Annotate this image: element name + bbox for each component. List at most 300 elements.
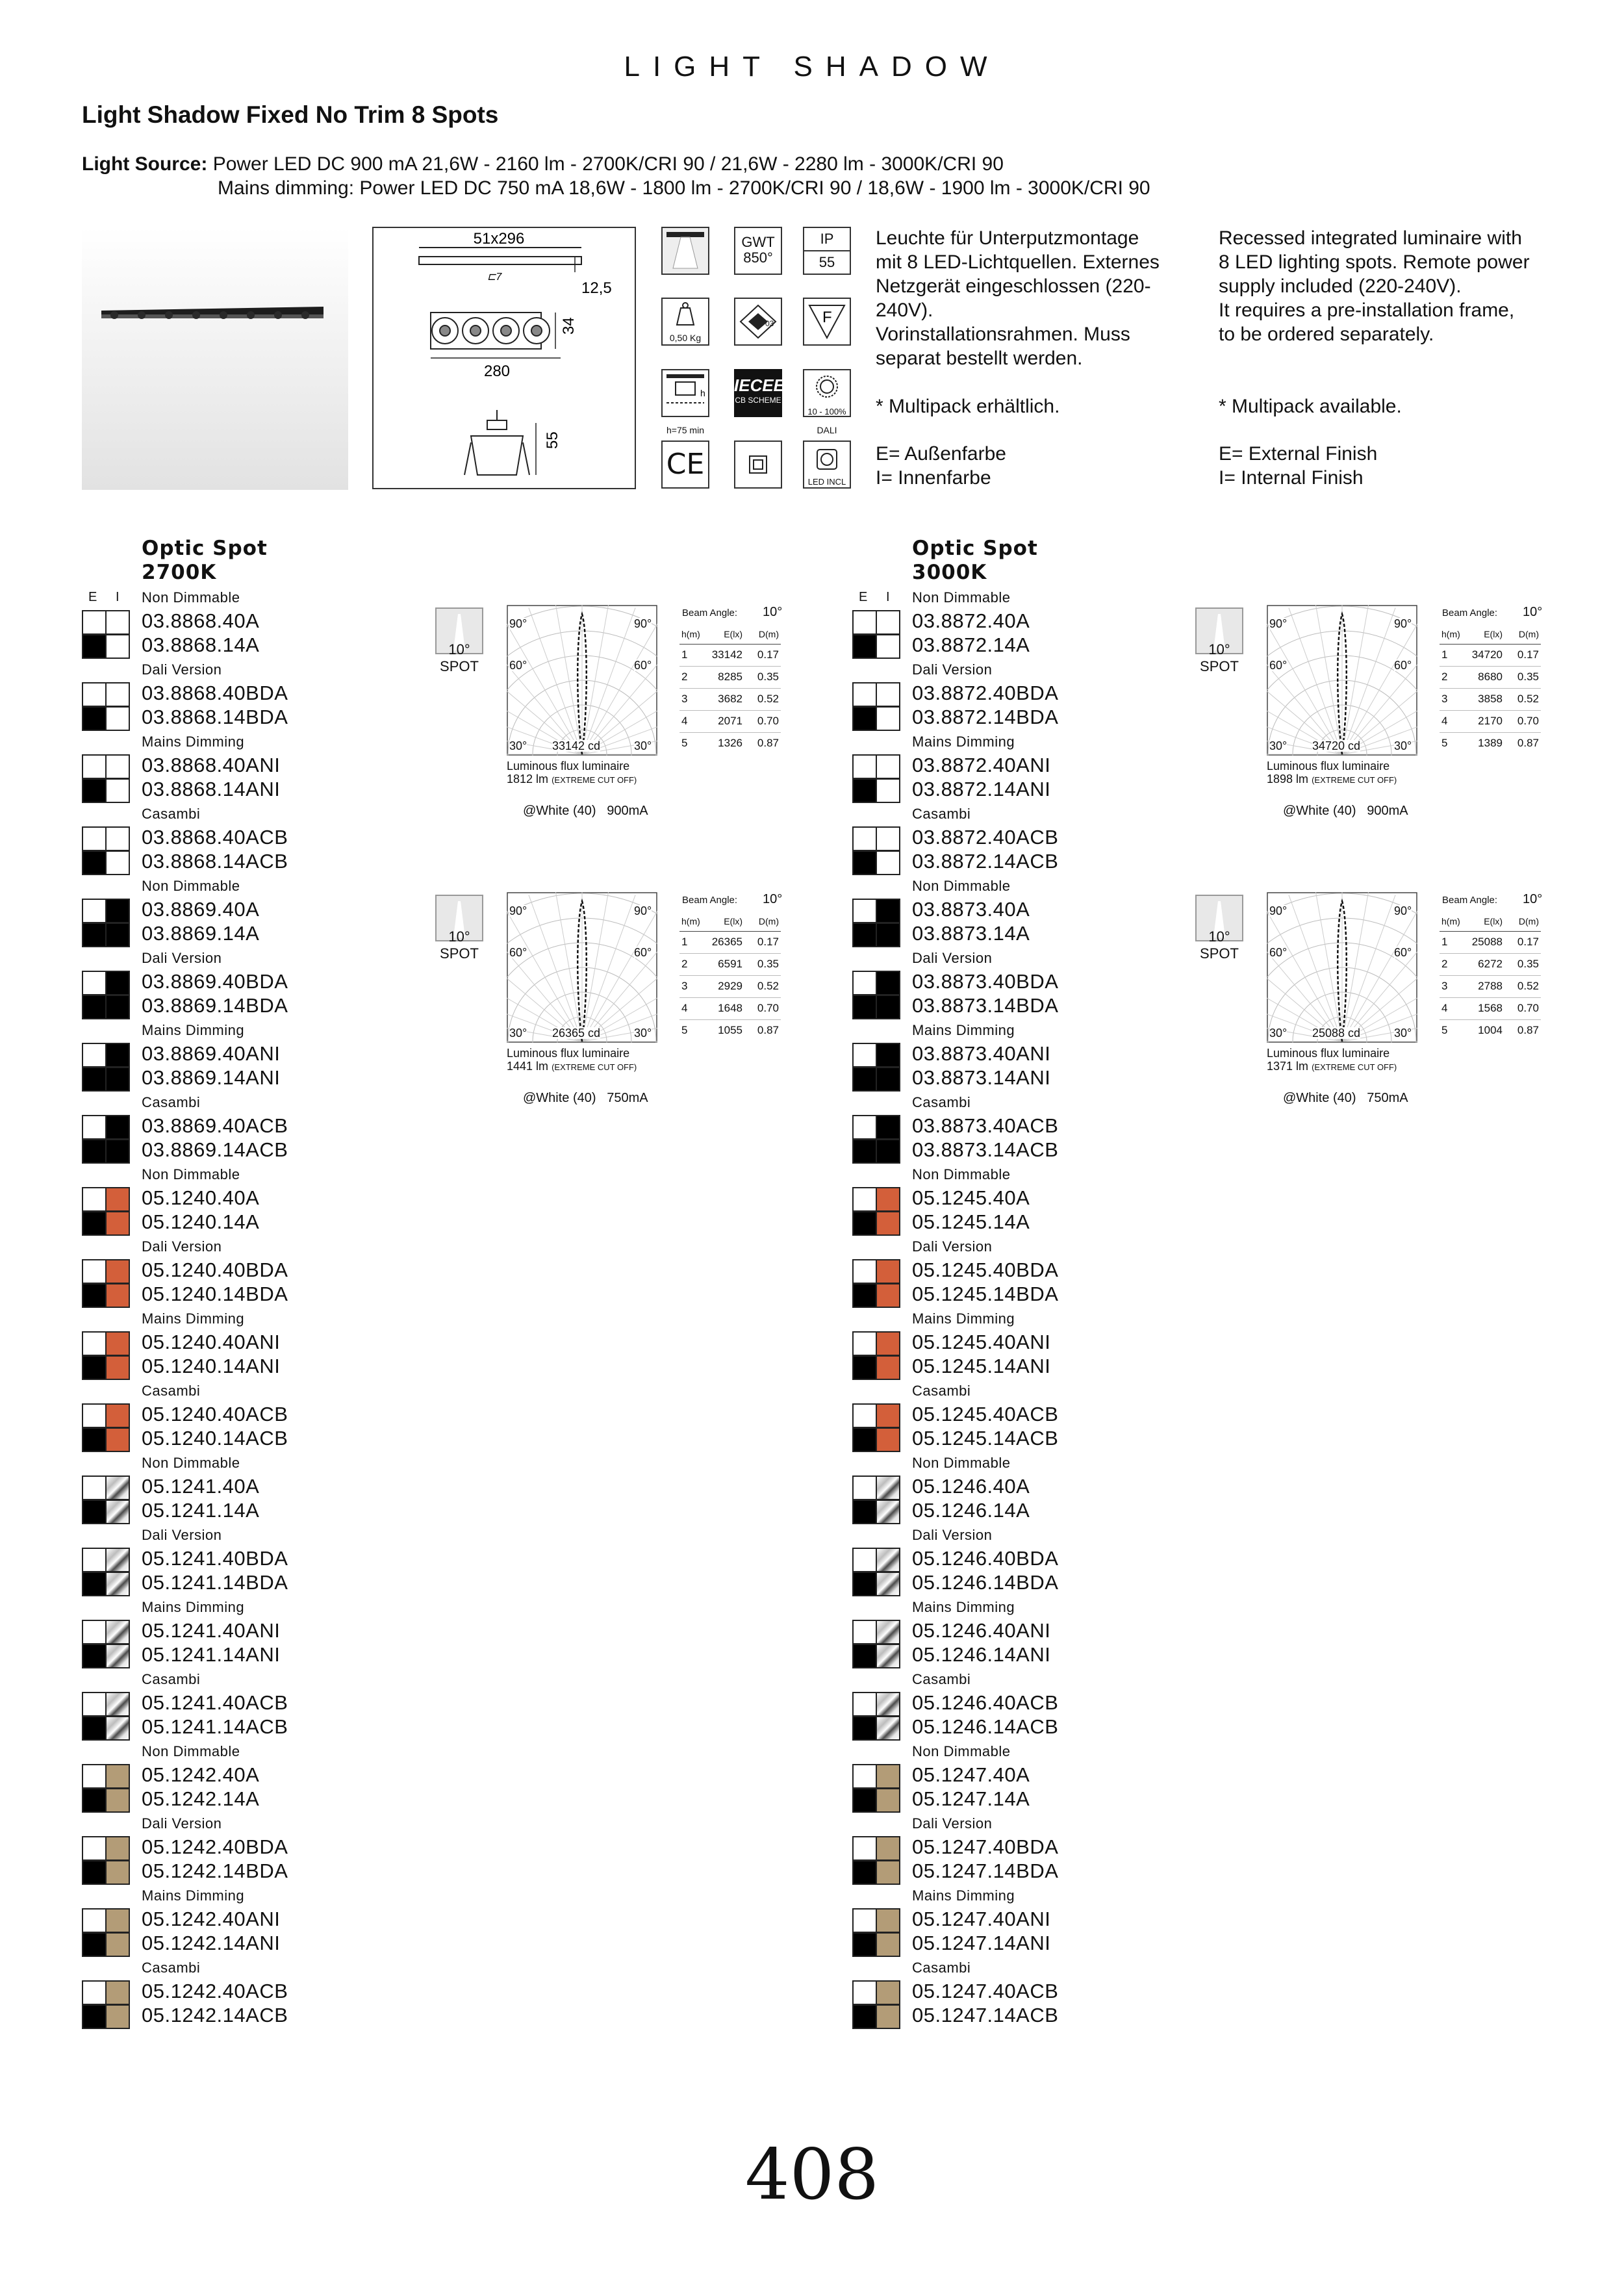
- description-de: Leuchte für Unterputzmontage mit 8 LED-Lichtquellen. Externes Netzgerät eingeschlossen (220- 240V). Vorinstallationsrahmen. Muss separat bestellt werden.: [876, 227, 1160, 369]
- product-code: 03.8873.14BDA: [912, 994, 1059, 1017]
- table-cell: 2: [1440, 666, 1468, 688]
- table-cell: 1004: [1478, 1024, 1503, 1037]
- table-cell: 0.52: [744, 975, 781, 997]
- gwt-value: 850°: [743, 249, 773, 266]
- product-code: 05.1240.40BDA: [142, 1258, 288, 1281]
- product-code: 05.1245.40ANI: [912, 1331, 1051, 1353]
- swatch-internal: [82, 995, 107, 1019]
- product-code: 05.1247.40BDA: [912, 1835, 1059, 1858]
- product-code: 05.1242.14BDA: [142, 1859, 288, 1882]
- angle-60-left: 60°: [509, 659, 527, 672]
- swatch-internal: [82, 1187, 107, 1212]
- table-row: [679, 997, 781, 1019]
- table-header-d: D(m): [1504, 624, 1541, 644]
- table-row: [679, 931, 781, 953]
- table-cell: 2071: [708, 710, 744, 732]
- product-code: 03.8868.40ACB: [142, 826, 288, 849]
- swatch-internal: [852, 1548, 877, 1572]
- dimming-icon: [803, 369, 851, 417]
- product-code: 03.8868.14A: [142, 633, 260, 656]
- product-code: 03.8869.14A: [142, 922, 260, 945]
- version-label: Non Dimmable: [142, 589, 240, 606]
- illuminance-table: [1440, 912, 1541, 1041]
- page-number: 408: [744, 2134, 880, 2216]
- product-code: 05.1245.40ACB: [912, 1403, 1059, 1425]
- table-header-e: E(lx): [708, 912, 744, 931]
- version-label: Dali Version: [912, 950, 993, 966]
- swatch-external: [876, 1139, 900, 1164]
- swatch-internal: [852, 754, 877, 779]
- swatch-external: [105, 1644, 130, 1668]
- product-code: 03.8869.40BDA: [142, 970, 288, 993]
- iecee-icon: [734, 369, 785, 417]
- spot-type-label: SPOT: [440, 658, 479, 674]
- table-cell: 6591: [708, 953, 744, 975]
- table-cell: 2: [1440, 953, 1468, 975]
- swatch-internal: [852, 1620, 877, 1644]
- brand-title: LIGHT SHADOW: [624, 51, 1000, 83]
- flux-value-line: [1267, 773, 1397, 787]
- version-label: Non Dimmable: [912, 1166, 1011, 1182]
- table-cell: 5: [1441, 1024, 1448, 1037]
- swatch-internal: [852, 1788, 877, 1813]
- version-label: Casambi: [912, 1671, 971, 1687]
- swatch-internal: [852, 1908, 877, 1933]
- table-row: [1440, 931, 1541, 953]
- version-label: Dali Version: [142, 1815, 222, 1832]
- swatch-external: [105, 1980, 130, 2005]
- swatch-external: [876, 754, 900, 779]
- swatch-internal: [852, 1836, 877, 1861]
- product-code: 03.8872.14ACB: [912, 850, 1059, 873]
- swatch-internal: [82, 1980, 107, 2005]
- swatch-internal: [852, 1476, 877, 1500]
- table-cell: 3: [1440, 688, 1468, 710]
- swatch-internal: [852, 850, 877, 875]
- version-label: Non Dimmable: [142, 878, 240, 894]
- angle-90-right: 90°: [634, 904, 652, 917]
- version-label: Mains Dimming: [142, 1599, 245, 1615]
- product-code: 03.8873.40BDA: [912, 970, 1059, 993]
- angle-30-right: 30°: [634, 739, 652, 752]
- swatch-external: [105, 1932, 130, 1957]
- flux-label: Luminous flux luminaire: [1267, 760, 1390, 773]
- swatch-external: [876, 1187, 900, 1212]
- swatch-internal: [852, 1764, 877, 1789]
- table-cell: 0.35: [1504, 953, 1541, 975]
- product-code: 05.1242.40ACB: [142, 1980, 288, 2002]
- product-code: 03.8873.14A: [912, 922, 1030, 945]
- flux-value-line: [1267, 1060, 1397, 1074]
- swatch-external: [105, 1043, 130, 1067]
- spot-type-label: SPOT: [1200, 945, 1239, 962]
- swatch-internal: [852, 1692, 877, 1717]
- product-code: 05.1247.40A: [912, 1763, 1030, 1786]
- product-code: 05.1246.14ANI: [912, 1643, 1051, 1666]
- table-cell: 3: [679, 975, 708, 997]
- swatch-internal: [852, 1572, 877, 1596]
- version-label: Mains Dimming: [912, 1599, 1015, 1615]
- swatch-internal: [852, 2004, 877, 2029]
- ce-icon: [661, 441, 709, 489]
- swatch-internal: [82, 1067, 107, 1092]
- table-cell: 5: [1441, 737, 1448, 750]
- product-code: 05.1246.14ACB: [912, 1715, 1059, 1738]
- swatch-internal: [852, 1980, 877, 2005]
- swatch-external: [876, 1980, 900, 2005]
- product-code: 05.1242.14ANI: [142, 1932, 281, 1954]
- version-label: Non Dimmable: [912, 1743, 1011, 1759]
- product-code: 05.1240.40ANI: [142, 1331, 281, 1353]
- table-cell: 0.87: [1517, 737, 1539, 750]
- product-code: 05.1242.14ACB: [142, 2004, 288, 2026]
- swatch-internal: [82, 1692, 107, 1717]
- swatch-external: [105, 1187, 130, 1212]
- table-row: [1440, 732, 1541, 754]
- cutoff-note: (EXTREME CUT OFF): [552, 775, 637, 785]
- product-code: 03.8872.14BDA: [912, 706, 1059, 728]
- product-code: 05.1245.40A: [912, 1186, 1030, 1209]
- swatch-external: [876, 1476, 900, 1500]
- swatch-external: [876, 1836, 900, 1861]
- peak-intensity: 33142 cd: [552, 739, 601, 752]
- product-code: 03.8869.14ANI: [142, 1066, 281, 1089]
- table-cell: 3: [1440, 975, 1468, 997]
- product-code: 05.1245.14A: [912, 1210, 1030, 1233]
- table-cell: 8285: [708, 666, 744, 688]
- beam-angle-label: Beam Angle:: [1442, 607, 1498, 619]
- version-label: Mains Dimming: [912, 1887, 1015, 1904]
- product-code: 03.8872.40BDA: [912, 682, 1059, 704]
- table-row: [1440, 953, 1541, 975]
- enec-icon: [734, 298, 782, 346]
- swatch-external: [876, 1788, 900, 1813]
- light-source-line-1: [82, 153, 1004, 175]
- swatch-internal: [852, 1187, 877, 1212]
- version-label: Mains Dimming: [912, 1022, 1015, 1038]
- table-cell: 1: [1440, 931, 1468, 953]
- version-label: Casambi: [912, 1960, 971, 1976]
- table-row: [679, 732, 781, 754]
- table-cell: 0.35: [1504, 666, 1541, 688]
- swatch-external: [876, 1115, 900, 1140]
- f-mark-icon: [803, 298, 851, 346]
- swatch-external: [105, 850, 130, 875]
- angle-90-right: 90°: [634, 617, 652, 630]
- product-code: 03.8872.40ANI: [912, 754, 1051, 776]
- swatch-internal: [852, 1259, 877, 1284]
- product-code: 05.1241.40ACB: [142, 1691, 288, 1714]
- product-code: 03.8869.14BDA: [142, 994, 288, 1017]
- dali-label: DALI: [817, 425, 837, 435]
- ei-header-i: I: [116, 590, 120, 604]
- swatch-external: [105, 2004, 130, 2029]
- beam-angle-label: Beam Angle:: [682, 895, 738, 906]
- table-cell: 26365: [708, 931, 744, 953]
- swatch-external: [876, 1355, 900, 1380]
- table-cell: 2788: [1468, 975, 1504, 997]
- swatch-internal: [82, 1355, 107, 1380]
- swatch-internal: [852, 634, 877, 659]
- swatch-external: [105, 1620, 130, 1644]
- peak-intensity: 34720 cd: [1312, 739, 1361, 752]
- light-source-label: Light Source:: [82, 153, 208, 175]
- condition-label: @White (40) 750mA: [523, 1091, 648, 1105]
- swatch-external: [876, 706, 900, 731]
- swatch-internal: [82, 610, 107, 635]
- swatch-external: [876, 1067, 900, 1092]
- swatch-internal: [852, 899, 877, 923]
- version-label: Dali Version: [142, 1527, 222, 1543]
- swatch-internal: [852, 1331, 877, 1356]
- swatch-internal: [82, 1620, 107, 1644]
- swatch-internal: [82, 1572, 107, 1596]
- angle-60-left: 60°: [1269, 946, 1288, 959]
- table-cell: 3858: [1468, 688, 1504, 710]
- swatch-internal: [82, 754, 107, 779]
- table-cell: 2929: [708, 975, 744, 997]
- product-code: 05.1242.40BDA: [142, 1835, 288, 1858]
- swatch-external: [876, 1764, 900, 1789]
- table-header-h: h(m): [1440, 912, 1468, 931]
- angle-90-left: 90°: [1269, 617, 1288, 630]
- swatch-external: [105, 1572, 130, 1596]
- swatch-external: [105, 995, 130, 1019]
- dim-depth-label: 12,5: [581, 279, 612, 297]
- swatch-internal: [82, 923, 107, 947]
- swatch-internal: [82, 826, 107, 851]
- product-code: 03.8873.40A: [912, 898, 1030, 921]
- flux-label: Luminous flux luminaire: [1267, 1047, 1390, 1060]
- swatch-external: [876, 923, 900, 947]
- swatch-external: [105, 1283, 130, 1308]
- angle-30-right: 30°: [1394, 739, 1412, 752]
- multipack-de: * Multipack erhältlich.: [876, 396, 1060, 417]
- swatch-external: [876, 778, 900, 803]
- table-cell: 0.70: [744, 710, 781, 732]
- swatch-external: [105, 1764, 130, 1789]
- swatch-external: [105, 1211, 130, 1236]
- beam-angle-label: Beam Angle:: [682, 607, 738, 619]
- ip-label: IP: [804, 228, 850, 251]
- swatch-internal: [82, 971, 107, 995]
- version-label: Casambi: [912, 1094, 971, 1110]
- version-label: Dali Version: [912, 661, 993, 678]
- product-code: 03.8873.40ANI: [912, 1042, 1051, 1065]
- spot-type-label: SPOT: [1200, 658, 1239, 674]
- flux-value: 1441 lm: [507, 1060, 549, 1073]
- table-cell: 25088: [1468, 931, 1504, 953]
- product-code: 05.1245.14BDA: [912, 1283, 1059, 1305]
- swatch-external: [105, 682, 130, 707]
- table-cell: 2: [679, 666, 708, 688]
- swatch-external: [876, 682, 900, 707]
- table-cell: 0.70: [744, 997, 781, 1019]
- angle-60-left: 60°: [509, 946, 527, 959]
- swatch-external: [105, 826, 130, 851]
- angle-60-right: 60°: [1394, 946, 1412, 959]
- version-label: Non Dimmable: [142, 1743, 240, 1759]
- swatch-external: [105, 1860, 130, 1885]
- product-code: 05.1241.40BDA: [142, 1547, 288, 1570]
- swatch-external: [105, 778, 130, 803]
- description-en: Recessed integrated luminaire with 8 LED lighting spots. Remote power supply included (220-240V). It requires a pre-installation frame, to be ordered separately.: [1219, 227, 1530, 345]
- swatch-external: [876, 1043, 900, 1067]
- swatch-internal: [82, 1548, 107, 1572]
- product-code: 03.8868.14BDA: [142, 706, 288, 728]
- swatch-internal: [852, 1139, 877, 1164]
- swatch-external: [876, 1331, 900, 1356]
- section-title: Optic Spot 2700K: [142, 537, 268, 584]
- flux-value: 1898 lm: [1267, 773, 1309, 786]
- version-label: Mains Dimming: [142, 1887, 245, 1904]
- product-code: 05.1240.14A: [142, 1210, 260, 1233]
- beam-angle-value: 10°: [1523, 892, 1543, 906]
- table-cell: 0.17: [1504, 644, 1541, 666]
- table-cell: 0.35: [744, 666, 781, 688]
- swatch-internal: [82, 1716, 107, 1741]
- angle-60-right: 60°: [1394, 659, 1412, 672]
- table-row: [1440, 666, 1541, 688]
- angle-30-left: 30°: [509, 1027, 527, 1040]
- weight-label: 0,50 Kg: [669, 333, 702, 343]
- swatch-internal: [852, 682, 877, 707]
- table-row: [679, 710, 781, 732]
- swatch-external: [105, 1403, 130, 1428]
- swatch-external: [105, 610, 130, 635]
- product-code: 03.8872.40A: [912, 609, 1030, 632]
- table-cell: 33142: [708, 644, 744, 666]
- swatch-internal: [852, 610, 877, 635]
- swatch-external: [876, 2004, 900, 2029]
- swatch-external: [105, 1427, 130, 1452]
- swatch-internal: [82, 1908, 107, 1933]
- ei-header-e: E: [88, 590, 97, 604]
- angle-60-right: 60°: [634, 946, 652, 959]
- table-cell: 1: [1440, 644, 1468, 666]
- angle-30-right: 30°: [634, 1027, 652, 1040]
- angle-90-right: 90°: [1394, 904, 1412, 917]
- table-cell: 1648: [708, 997, 744, 1019]
- swatch-internal: [82, 2004, 107, 2029]
- table-header-h: h(m): [679, 624, 708, 644]
- product-photo: [82, 227, 348, 490]
- table-cell: 8680: [1468, 666, 1504, 688]
- swatch-internal: [852, 1932, 877, 1957]
- table-cell: 2170: [1468, 710, 1504, 732]
- spot-angle-label: 10°: [448, 641, 470, 658]
- table-row: [679, 953, 781, 975]
- table-row: [1440, 710, 1541, 732]
- swatch-external: [876, 826, 900, 851]
- swatch-external: [876, 1403, 900, 1428]
- product-code: 03.8868.14ANI: [142, 778, 281, 800]
- swatch-external: [105, 706, 130, 731]
- swatch-internal: [852, 826, 877, 851]
- swatch-external: [876, 1500, 900, 1524]
- swatch-internal: [852, 1355, 877, 1380]
- finish-legend-de: E= Außenfarbe I= Innenfarbe: [876, 443, 1006, 489]
- table-row: [1440, 975, 1541, 997]
- swatch-external: [876, 1908, 900, 1933]
- product-code: 05.1246.40ACB: [912, 1691, 1059, 1714]
- table-header-e: E(lx): [708, 624, 744, 644]
- version-label: Non Dimmable: [142, 1166, 240, 1182]
- table-row: [1440, 644, 1541, 666]
- svg-text:⊏7: ⊏7: [487, 272, 502, 283]
- swatch-internal: [852, 1067, 877, 1092]
- angle-90-right: 90°: [1394, 617, 1412, 630]
- swatch-internal: [82, 706, 107, 731]
- product-code: 03.8868.14ACB: [142, 850, 288, 873]
- swatch-internal: [82, 850, 107, 875]
- swatch-internal: [852, 1860, 877, 1885]
- product-code: 05.1241.14A: [142, 1499, 260, 1522]
- version-label: Dali Version: [912, 1238, 993, 1255]
- light-source-spec-1: Power LED DC 900 mA 21,6W - 2160 lm - 2700K/CRI 90 / 21,6W - 2280 lm - 3000K/CRI 90: [212, 153, 1004, 175]
- product-code: 05.1240.14ACB: [142, 1427, 288, 1450]
- angle-30-left: 30°: [509, 739, 527, 752]
- illuminance-table: [679, 624, 781, 754]
- version-label: Dali Version: [142, 1238, 222, 1255]
- table-cell: 4: [1440, 997, 1468, 1019]
- table-row: [679, 644, 781, 666]
- condition-label: @White (40) 900mA: [1283, 804, 1408, 818]
- weight-icon: [661, 298, 709, 346]
- product-code: 05.1240.14BDA: [142, 1283, 288, 1305]
- ce-label: CE: [666, 448, 705, 481]
- swatch-external: [105, 1115, 130, 1140]
- swatch-external: [876, 1259, 900, 1284]
- recessed-icon: [661, 227, 709, 275]
- angle-30-left: 30°: [1269, 739, 1288, 752]
- svg-text:F: F: [822, 309, 832, 326]
- angle-30-left: 30°: [1269, 1027, 1288, 1040]
- swatch-external: [876, 850, 900, 875]
- product-code: 03.8873.40ACB: [912, 1114, 1059, 1137]
- angle-90-left: 90°: [1269, 904, 1288, 917]
- table-cell: 0.52: [744, 688, 781, 710]
- angle-60-right: 60°: [634, 659, 652, 672]
- swatch-external: [876, 1692, 900, 1717]
- flux-value: 1371 lm: [1267, 1060, 1309, 1073]
- product-code: 03.8868.40BDA: [142, 682, 288, 704]
- cutoff-note: (EXTREME CUT OFF): [1312, 1062, 1397, 1072]
- table-cell: 5: [681, 1024, 688, 1037]
- product-code: 05.1247.14ACB: [912, 2004, 1059, 2026]
- swatch-external: [105, 1259, 130, 1284]
- swatch-external: [105, 1548, 130, 1572]
- swatch-internal: [852, 1211, 877, 1236]
- finish-legend-en: E= External Finish I= Internal Finish: [1219, 443, 1378, 489]
- table-row: [679, 975, 781, 997]
- swatch-external: [876, 1427, 900, 1452]
- swatch-internal: [82, 1764, 107, 1789]
- table-cell: 4: [1440, 710, 1468, 732]
- multipack-en: * Multipack available.: [1219, 396, 1402, 417]
- table-cell: 0.35: [744, 953, 781, 975]
- table-header-e: E(lx): [1468, 624, 1504, 644]
- peak-intensity: 25088 cd: [1312, 1027, 1361, 1040]
- install-height-icon: [661, 369, 709, 417]
- angle-30-right: 30°: [1394, 1027, 1412, 1040]
- product-code: 05.1246.14BDA: [912, 1571, 1059, 1594]
- swatch-internal: [82, 634, 107, 659]
- product-code: 05.1247.14ANI: [912, 1932, 1051, 1954]
- swatch-internal: [82, 1403, 107, 1428]
- swatch-external: [105, 1331, 130, 1356]
- table-cell: 0.70: [1504, 997, 1541, 1019]
